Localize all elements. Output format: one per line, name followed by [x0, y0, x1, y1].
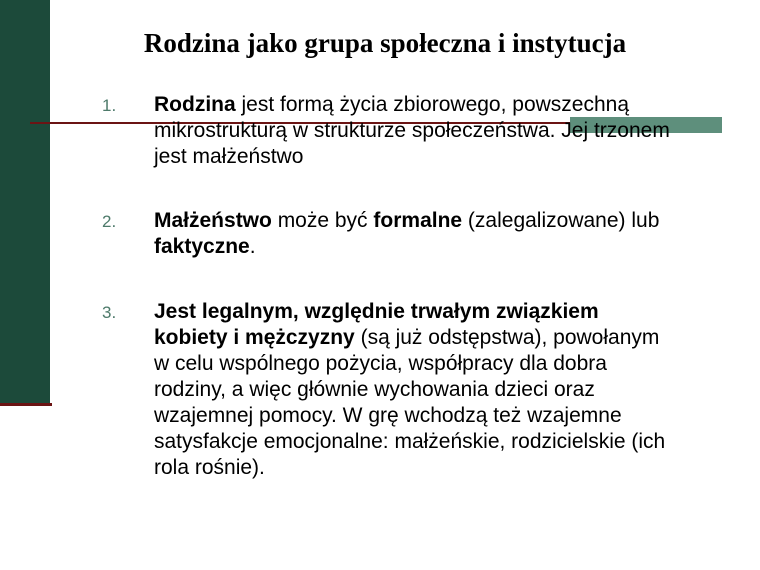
list-number: 2. [102, 212, 117, 231]
list-number: 1. [102, 96, 117, 115]
text-run: . [249, 235, 256, 258]
text-line [154, 118, 754, 144]
bold-term: Małżeństwo [154, 209, 272, 232]
text-line [154, 351, 754, 377]
text-line [154, 377, 754, 403]
text-line [154, 455, 754, 481]
text-run: może być [271, 209, 374, 232]
text-line [154, 403, 754, 429]
text-run: jest małżeństwo [154, 145, 304, 168]
text-run: (zalegalizowane) lub [462, 209, 660, 232]
left-decorative-bar [0, 0, 50, 404]
list-item-text [154, 208, 754, 260]
slide-title: Rodzina jako grupa społeczna i instytucja [143, 28, 627, 58]
list-item-text [154, 92, 754, 170]
text-line [154, 299, 754, 325]
bold-term: Jest legalnym, względnie trwałym związkiem [154, 300, 599, 323]
list-number: 3. [102, 303, 117, 322]
text-run: jest formą życia zbiorowego, powszechną [235, 93, 630, 116]
bold-term: formalne [373, 209, 463, 232]
text-run: (są już odstępstwa), powołanym [354, 326, 660, 349]
text-run: rola rośnie). [154, 456, 265, 479]
text-line [154, 325, 754, 351]
text-line [154, 208, 754, 234]
left-bar-bottom-line [0, 403, 52, 406]
bold-term: faktyczne [154, 235, 250, 258]
text-run: w celu wspólnego pożycia, współpracy dla dobra [154, 352, 607, 375]
text-line [154, 92, 754, 118]
text-line [154, 144, 754, 170]
text-run: wzajemnej pomocy. W grę wchodzą też wzajemne [154, 404, 622, 427]
text-line [154, 234, 754, 260]
text-run: satysfakcje emocjonalne: małżeńskie, rodzicielskie (ich [154, 430, 666, 453]
text-run: mikrostrukturą w strukturze społeczeństwa. Jej trzonem [154, 119, 670, 142]
list-item-text [154, 299, 754, 481]
text-line [154, 429, 754, 455]
bold-term: kobiety i mężczyzny [154, 326, 355, 349]
text-run: rodziny, a więc głównie wychowania dzieci oraz [154, 378, 595, 401]
bold-term: Rodzina [154, 93, 236, 116]
